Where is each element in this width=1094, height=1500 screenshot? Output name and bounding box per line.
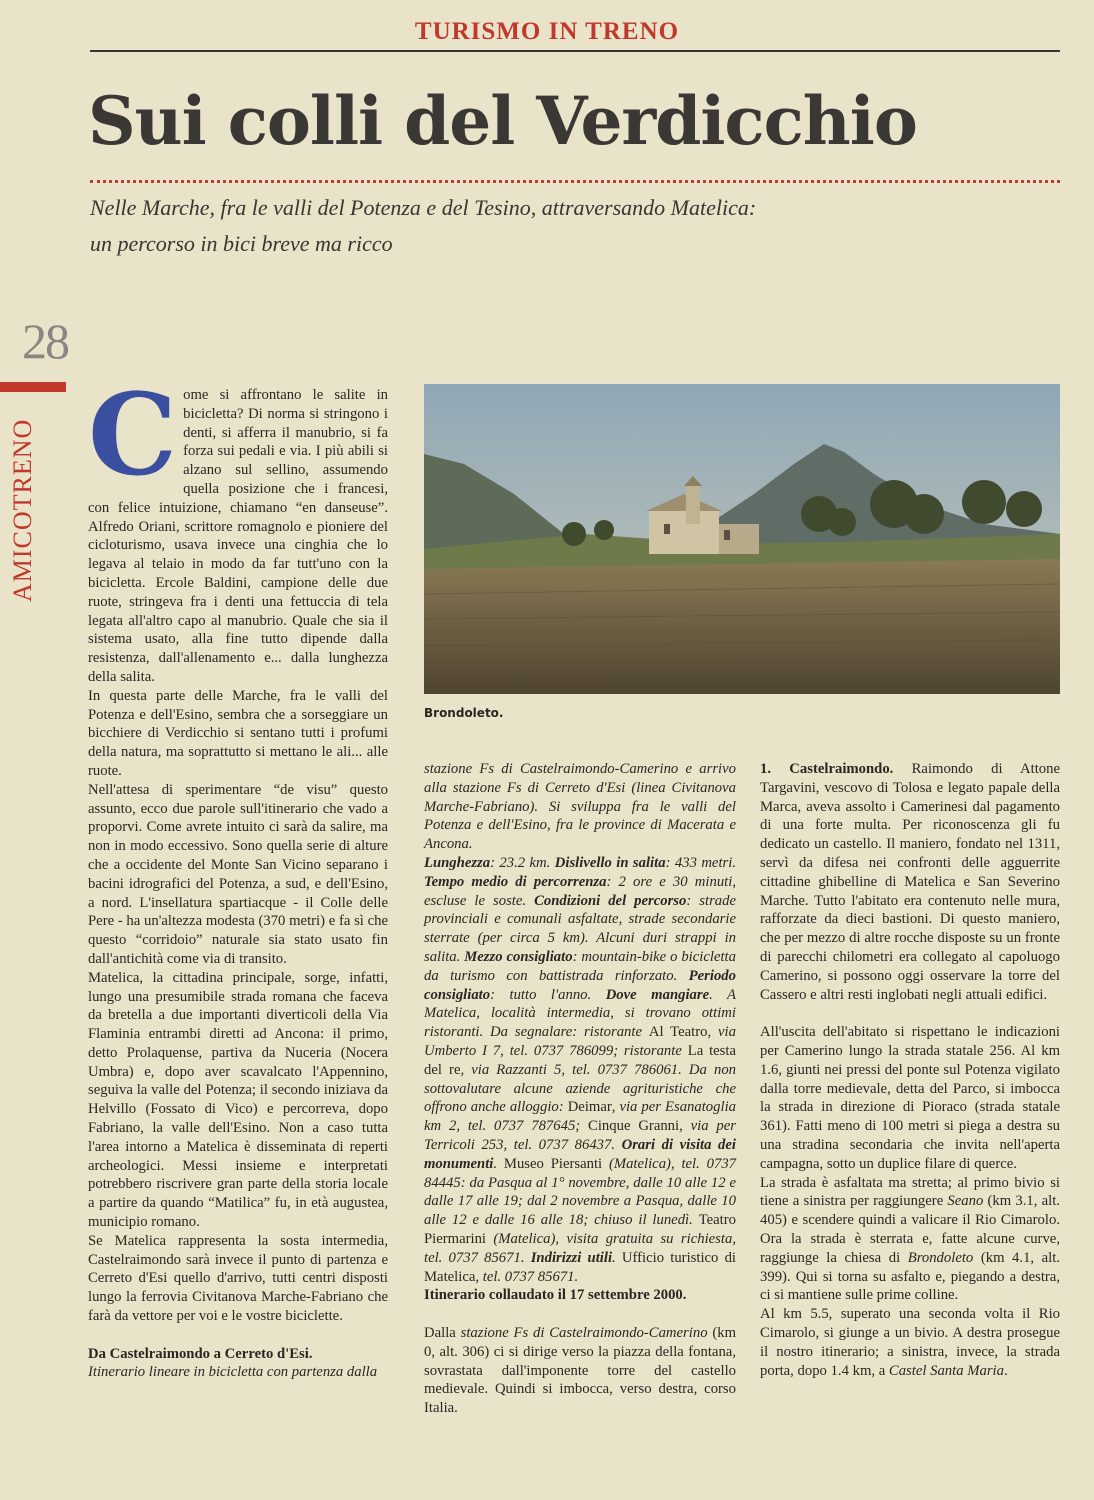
photo-brondoleto [424, 384, 1060, 694]
article-column-1 [88, 370, 388, 1382]
top-rule [90, 50, 1060, 52]
route-intro-continued: stazione Fs di Castelraimondo-Camerino e arrivo alla stazione Fs di Cerreto d'Esi (linea Civitanova Marche-Fabriano). Si sviluppa fra le valli del Potenza e dell'Esino, fra le province di Macerata e Ancona. [424, 761, 736, 853]
route-intro: Itinerario lineare in bicicletta con partenza dalla [88, 1364, 378, 1381]
paragraph-matelica: Matelica, la cittadina principale, sorge, infatti, lungo una presumibile strada romana che faceva da bretella a due importanti diverticoli della Via Flaminia entrambi diretti ad Ancona: il primo, detto Prolaquense, partiva da Nuceria (Nocera Umbra) e, dopo aver scavalcato l'Appennino, seguiva la valle del Potenza; il secondo iniziava da Helvillo (Fossato di Vico) e percorreva, dopo Fabriano, la valle dell'Esino. Non a caso tutta l'area intorno a Matelica è disseminata di reperti archeologici. Messi insieme e interpretati potrebbero riscrivere gran parte della storia locale a partire da quando “Matilica” fu, in età augustea, municipio romano. [88, 969, 388, 1231]
paragraph-bivio: Al km 5.5, superato una seconda volta il Rio Cimarolo, si giunge a un bivio. A destra prosegue il nostro itinerario; a sinistra, invece, la strada porta, dopo 1.4 km, a Castel Santa Maria. [760, 1306, 1060, 1379]
drop-cap: C [88, 370, 178, 501]
intro-paragraph [88, 370, 388, 687]
article-column-2 [424, 760, 736, 1418]
vertical-brand: AMICOTRENO [8, 418, 37, 602]
subtitle-line-2: un percorso in bici breve ma ricco [90, 231, 393, 256]
section-label: TURISMO IN TRENO [414, 18, 680, 45]
paragraph-itinerario: Nell'attesa di sperimentare “de visu” questo assunto, ecco due parole sull'itinerario che vado a proporvi. Come avrete intuito ci sarà da salire, ma non in modo eccessivo. Sono quella serie di alture che a occidente del Monte San Vicino separano i bacini idrografici del Potenza, a sud, e dell'Esino, a nord. L'insellatura spartiacque - il Colle delle Pere - ha un'altezza modesta (370 metri) e fa sì che questo “corridoio” naturale sia stato usato fin dall'antichità come via di transito. [88, 781, 388, 967]
dotted-rule [90, 180, 1060, 183]
itinerary-tested-date: Itinerario collaudato il 17 settembre 2000. [424, 1287, 687, 1304]
paragraph-marche: In questa parte delle Marche, fra le valli del Potenza e dell'Esino, sembra che a sorseggiare un bicchiere di Verdicchio si sentano tutti i profumi della natura, ma soprattutto si mettano le ali... alle ruote. [88, 687, 388, 779]
subtitle [90, 190, 990, 262]
headline: Sui colli del Verdicchio [88, 82, 917, 160]
red-accent-bar [0, 382, 66, 392]
intro-text: ome si affrontano le salite in bicicletta? Di norma si stringono i denti, si afferra il manubrio, si fa forza sui pedali e via. I più abili si alzano sul sellino, assumendo quella posizione che i francesi, con felice intuizione, chiamano “en danseuse”. Alfredo Oriani, scrittore romagnolo e pioniere del cicloturismo, usava invece una cinghia che lo legava al telaio in modo da far tutt'uno con la bicicletta. Ercole Baldini, campione delle due ruote, stringeva fra i denti una fettuccia di tela legata all'altro capo al manubrio. Quale che sia il sistema usato, alla fine tutto dipende dalla resistenza, dall'allenamento e... dalla lunghezza della salita. [88, 387, 388, 685]
paragraph-castelraimondo-history: 1. Castelraimondo. Raimondo di Attone Targavini, vescovo di Tolosa e legato papale della Marca, aveva assolto i Camerinesi dal pagamento di una forte multa. Per riconoscenza gli fu dedicato un castello. Il maniero, fondato nel 1311, servì da difesa nei confronti delle agguerrite cittadine ghibelline di Matelica e San Severino Marche. Tutto l'abitato era contenuto nelle mura, rafforzate da dieci bastioni. Di questo maniero, che per mezzo di altre rocche disposte su un fronte di parecchi chilometri era collegato al capoluogo Camerino, si possono oggi osservare la torre del Cassero e altri resti inglobati negli attuali edifici. [760, 761, 1060, 1003]
photo-caption: Brondoleto. [424, 706, 504, 720]
article-column-3 [760, 760, 1060, 1380]
page-number: 28 [22, 313, 68, 369]
route-info-box: Lunghezza: 23.2 km. Dislivello in salita: 433 metri. Tempo medio di percorrenza: 2 ore e 30 minuti, escluse le soste. Condizioni del percorso: strade provinciali e comunali asfaltate, strade secondarie sterrate (per circa 5 km). Alcuni duri strappi in salita. Mezzo consigliato: mountain-bike o bicicletta da turismo con battistrada rinforzato. Periodo consigliato: tutto l'anno. Dove mangiare. A Matelica, località intermedia, si trovano ottimi ristoranti. Da segnalare: ristorante Al Teatro, via Umberto I 7, tel. 0737 786099; ristorante La testa del re, via Razzanti 5, tel. 0737 786061. Da non sottovalutare alcune aziende agrituristiche che offrono anche alloggio: Deimar, via per Esanatoglia km 2, tel. 0737 787645; Cinque Granni, via per Terricoli 253, tel. 0737 86437. Orari di visita dei monumenti. Museo Piersanti (Matelica), tel. 0737 84445: da Pasqua al 1° novembre, dalle 10 alle 12 e dalle 17 alle 19; dal 2 novembre a Pasqua, dalle 10 alle 12 e dalle 16 alle 18; chiuso il lunedì. Teatro Piermarini (Matelica), visita gratuita su richiesta, tel. 0737 85671. Indirizzi utili. Ufficio turistico di Matelica, tel. 0737 85671. [424, 854, 737, 1285]
paragraph-seano: La strada è asfaltata ma stretta; al primo bivio si tiene a sinistra per raggiungere Seano (km 3.1, alt. 405) e scendere quindi a valicare il Rio Cimarolo. Ora la strada è sterrata e, fatte alcune curve, raggiunge la chiesa di Brondoleto (km 4.1, alt. 399). Qui si torna su asfalto e, piegando a destra, ci si mantiene sulle prime colline. [760, 1174, 1061, 1304]
paragraph-castelraimondo: Se Matelica rappresenta la sosta intermedia, Castelraimondo sarà invece il punto di partenza e Cerreto d'Esi quello d'arrivo, tutti centri disposti lungo la ferrovia Civitanova Marche-Fabriano che farà da vettore per voi e le vostre biciclette. [88, 1232, 388, 1325]
route-heading: Da Castelraimondo a Cerreto d'Esi. [88, 1345, 313, 1362]
landscape-illustration [424, 384, 1060, 694]
paragraph-departure: Dalla stazione Fs di Castelraimondo-Camerino (km 0, alt. 306) ci si dirige verso la piazza della fontana, sovrastata dall'imponente torre del castello medievale. Quindi si imbocca, verso destra, corso Italia. [424, 1324, 736, 1417]
paragraph-exit-town: All'uscita dell'abitato si rispettano le indicazioni per Camerino lungo la strada statale 256. Al km 1.6, giunti nei pressi del ponte sul Potenza vigilato dalla torre medievale, detta del Parco, si imbocca la strada in direzione di Pioraco (strada statale 361). Fatti meno di 100 metri si piega a destra su una stradina secondaria che invita nell'aperta campagna, sotto un duplice filare di querce. [760, 1024, 1060, 1172]
subtitle-line-1: Nelle Marche, fra le valli del Potenza e del Tesino, attraversando Matelica: [90, 195, 757, 220]
